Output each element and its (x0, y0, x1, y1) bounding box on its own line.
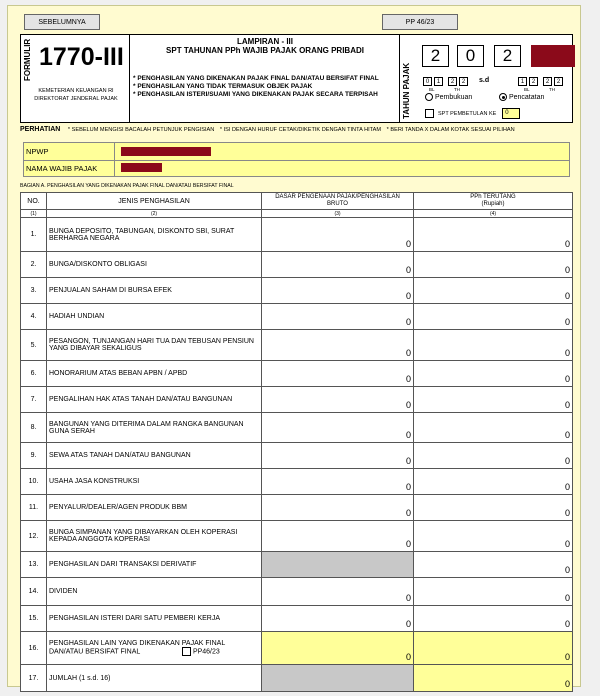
form-number: 1770-III (39, 43, 124, 71)
table-body (21, 218, 573, 692)
row-label-text: JUMLAH (1 s.d. 16) (49, 674, 111, 682)
bullet-1: * PENGHASILAN YANG DIKENAKAN PAJAK FINAL DAN/ATAU BERSIFAT FINAL (133, 75, 379, 82)
row-number: 11. (21, 495, 47, 521)
row-label (47, 443, 262, 469)
row-tax-value[interactable]: 0 (414, 521, 573, 552)
row-label-text: PENGHASILAN ISTERI DARI SATU PEMBERI KERJA (49, 615, 221, 622)
row-base-value[interactable]: 0 (262, 387, 414, 413)
period-start-y2[interactable]: 2 (459, 77, 468, 86)
row-label (47, 665, 262, 692)
row-base-value (262, 552, 414, 578)
pembetulan-label: SPT PEMBETULAN KE (438, 110, 497, 117)
row-base-value[interactable]: 0 (262, 521, 414, 552)
table-row (21, 552, 573, 578)
form-bullets (133, 75, 403, 99)
formulir-label: FORMULIR (23, 38, 32, 81)
row-base-value[interactable]: 0 (262, 632, 414, 665)
table-row (21, 361, 573, 387)
table-row (21, 521, 573, 552)
name-label: NAMA WAJIB PAJAK (26, 164, 98, 173)
row-label (47, 330, 262, 361)
row-label (47, 252, 262, 278)
row-label-text: SEWA ATAS TANAH DAN/ATAU BANGUNAN (49, 452, 191, 459)
row-base-value[interactable]: 0 (262, 278, 414, 304)
colnum-3: (3) (262, 210, 414, 218)
header-dasar: DASAR PENGENAAN PAJAK/PENGHASILAN BRUTO (262, 193, 414, 210)
row-number: 14. (21, 578, 47, 606)
npwp-divider (114, 143, 115, 160)
table-header-row (21, 193, 573, 210)
row-base-value[interactable]: 0 (262, 218, 414, 252)
table-row (21, 330, 573, 361)
ministry-block (27, 87, 125, 103)
header-no: NO. (21, 193, 47, 210)
period-end-m2[interactable]: 2 (529, 77, 538, 86)
row-label-text: BANGUNAN YANG DITERIMA DALAM RANGKA BANGUNAN GUNA SERAH (49, 420, 244, 435)
row-label-text: BUNGA DEPOSITO, TABUNGAN, DISKONTO SBI, SURAT BERHARGA NEGARA (49, 227, 235, 242)
npwp-row (24, 143, 569, 161)
header-pph-unit: (Rupiah) (481, 201, 505, 207)
header-pph (414, 193, 573, 210)
radio-pembukuan-icon[interactable] (425, 93, 433, 101)
row-label (47, 606, 262, 632)
header-pph-label: PPh TERUTANG (470, 194, 516, 200)
row-label (47, 413, 262, 443)
identity-box (23, 142, 570, 177)
table-row (21, 443, 573, 469)
row-label (47, 552, 262, 578)
row-label (47, 278, 262, 304)
row-number: 8. (21, 413, 47, 443)
radio-pembukuan-label: Pembukuan (434, 93, 473, 101)
row-label (47, 521, 262, 552)
row-label-text: DIVIDEN (49, 588, 78, 595)
row-label-text: BUNGA SIMPANAN YANG DIBAYARKAN OLEH KOPERASI KEPADA ANGGOTA KOPERASI (49, 529, 238, 543)
table-row (21, 632, 573, 665)
table-row (21, 218, 573, 252)
bullet-2: * PENGHASILAN YANG TIDAK TERMASUK OBJEK PAJAK (133, 83, 313, 90)
redacted-year-digit (531, 45, 575, 67)
row-tax-value[interactable]: 0 (414, 665, 573, 692)
period-end-y2[interactable]: 2 (554, 77, 563, 86)
row-label-text: HADIAH UNDIAN (49, 313, 105, 320)
row-number: 1. (21, 218, 47, 252)
form-page (7, 5, 581, 687)
row-tax-value[interactable]: 0 (414, 252, 573, 278)
row-label-text: PENGHASILAN DARI TRANSAKSI DERIVATIF (49, 561, 197, 568)
row-label (47, 632, 262, 665)
row-number: 10. (21, 469, 47, 495)
row-base-value[interactable]: 0 (262, 443, 414, 469)
row-label-text: PESANGON, TUNJANGAN HARI TUA DAN TEBUSAN PENSIUN YANG DIBAYAR SEKALIGUS (49, 338, 254, 352)
pembetulan-checkbox[interactable] (425, 109, 434, 118)
th-label-1: TH (454, 87, 460, 92)
row-tax-value[interactable]: 0 (414, 330, 573, 361)
row-base-value[interactable]: 0 (262, 252, 414, 278)
row-label-text: USAHA JASA KONSTRUKSI (49, 478, 140, 485)
row-tax-value[interactable]: 0 (414, 606, 573, 632)
row-number: 17. (21, 665, 47, 692)
row-number: 3. (21, 278, 47, 304)
npwp-value[interactable] (121, 147, 211, 156)
colnum-2: (2) (47, 210, 262, 218)
row-tax-value[interactable]: 0 (414, 578, 573, 606)
table-row (21, 665, 573, 692)
row-tax-value[interactable]: 0 (414, 552, 573, 578)
title-line-2: SPT TAHUNAN PPh WAJIB PAJAK ORANG PRIBADI (166, 46, 364, 55)
table-row (21, 413, 573, 443)
pp46-label: PP46/23 (192, 648, 220, 656)
spt-pembetulan (425, 108, 520, 119)
row-base-value[interactable]: 0 (262, 330, 414, 361)
row-label-text: PENGALIHAN HAK ATAS TANAH DAN/ATAU BANGUNAN (49, 396, 233, 403)
row-base-value (262, 665, 414, 692)
year-digit-1[interactable]: 2 (422, 45, 449, 67)
header-jenis: JENIS PENGHASILAN (47, 193, 262, 210)
name-row (24, 160, 569, 176)
row-tax-value[interactable]: 0 (414, 413, 573, 443)
row-number: 16. (21, 632, 47, 665)
period-start-y1[interactable]: 2 (448, 77, 457, 86)
row-label-text: PENGHASILAN LAIN YANG DIKENAKAN PAJAK FINAL DAN/ATAU BERSIFAT FINAL (49, 640, 225, 656)
table-row (21, 387, 573, 413)
directorate-name: DIREKTORAT JENDERAL PAJAK (34, 96, 118, 102)
row-tax-value[interactable]: 0 (414, 495, 573, 521)
notice-line (20, 126, 573, 133)
colnum-1: (1) (21, 210, 47, 218)
row-tax-value[interactable]: 0 (414, 387, 573, 413)
row-base-value[interactable]: 0 (262, 469, 414, 495)
name-divider (114, 160, 115, 176)
year-digit-2[interactable]: 0 (457, 45, 484, 67)
row-tax-value[interactable]: 0 (414, 361, 573, 387)
name-value[interactable] (121, 163, 162, 172)
period-sd: s.d (479, 77, 490, 84)
row-tax-value[interactable]: 0 (414, 218, 573, 252)
row-label-text: PENJUALAN SAHAM DI BURSA EFEK (49, 287, 172, 294)
row-number: 7. (21, 387, 47, 413)
th-label-2: TH (549, 87, 555, 92)
header-divider (129, 35, 130, 122)
row-label (47, 578, 262, 606)
notice-label: PERHATIAN (20, 126, 61, 133)
title-line-1: LAMPIRAN - III (237, 37, 293, 46)
row-label (47, 387, 262, 413)
section-title: BAGIAN A. PENGHASILAN YANG DIKENAKAN PAJAK FINAL DAN/ATAU BERSIFAT FINAL (20, 183, 234, 189)
npwp-label: NPWP (26, 147, 49, 156)
row-tax-value[interactable]: 0 (414, 443, 573, 469)
notice-item-1: * SEBELUM MENGISI BACALAH PETUNJUK PENGISIAN (67, 127, 215, 133)
row-number: 9. (21, 443, 47, 469)
row-base-value[interactable]: 0 (262, 578, 414, 606)
pp46-checkbox[interactable] (182, 647, 191, 656)
tax-year-label: TAHUN PAJAK (402, 62, 411, 119)
radio-pembukuan[interactable] (425, 93, 472, 101)
row-base-value[interactable]: 0 (262, 495, 414, 521)
table-row (21, 304, 573, 330)
header-block (20, 34, 573, 123)
pembetulan-input[interactable]: 0 (502, 108, 520, 119)
row-number: 4. (21, 304, 47, 330)
row-base-value[interactable]: 0 (262, 361, 414, 387)
row-number: 12. (21, 521, 47, 552)
table-row (21, 278, 573, 304)
row-tax-value[interactable]: 0 (414, 469, 573, 495)
table-row (21, 252, 573, 278)
bullet-3: * PENGHASILAN ISTERI/SUAMI YANG DIKENAKAN PAJAK SECARA TERPISAH (133, 91, 378, 98)
row-tax-value[interactable]: 0 (414, 632, 573, 665)
table-row (21, 495, 573, 521)
table-row (21, 469, 573, 495)
row-label (47, 495, 262, 521)
row-label (47, 218, 262, 252)
row-number: 5. (21, 330, 47, 361)
table-row (21, 606, 573, 632)
colnum-4: (4) (414, 210, 573, 218)
row-number: 15. (21, 606, 47, 632)
row-label-text: PENYALUR/DEALER/AGEN PRODUK BBM (49, 504, 187, 511)
income-table (20, 192, 573, 692)
form-code-button[interactable]: PP 46/23 (382, 14, 458, 30)
row-tax-value[interactable]: 0 (414, 278, 573, 304)
row-label (47, 304, 262, 330)
radio-pencatatan-icon[interactable] (499, 93, 507, 101)
radio-pencatatan[interactable] (499, 93, 544, 101)
radio-pencatatan-label: Pencatatan (508, 93, 545, 101)
period-end-m1[interactable]: 1 (518, 77, 527, 86)
row-base-value[interactable]: 0 (262, 413, 414, 443)
row-label-text: BUNGA/DISKONTO OBLIGASI (49, 261, 147, 268)
row-number: 13. (21, 552, 47, 578)
row-label (47, 361, 262, 387)
ministry-name: KEMETERIAN KEUANGAN RI (38, 88, 114, 94)
notice-item-3: * BERI TANDA X DALAM KOTAK SESUAI PILIHAN (386, 127, 515, 133)
row-number: 2. (21, 252, 47, 278)
header-divider-2 (399, 35, 400, 122)
period-start-m1[interactable]: 0 (423, 77, 432, 86)
bl-label-2: BL (524, 87, 530, 92)
period-end-y1[interactable]: 2 (543, 77, 552, 86)
row-base-value[interactable]: 0 (262, 606, 414, 632)
row-tax-value[interactable]: 0 (414, 304, 573, 330)
notice-item-2: * ISI DENGAN HURUF CETAK/DIKETIK DENGAN TINTA HITAM (219, 127, 382, 133)
row-label-text: HONORARIUM ATAS BEBAN APBN / APBD (49, 370, 188, 377)
previous-button[interactable]: SEBELUMNYA (24, 14, 100, 30)
bl-label-1: BL (429, 87, 435, 92)
table-colnum-row (21, 210, 573, 218)
year-digit-3[interactable]: 2 (494, 45, 521, 67)
row-number: 6. (21, 361, 47, 387)
row-base-value[interactable]: 0 (262, 304, 414, 330)
row-label (47, 469, 262, 495)
table-row (21, 578, 573, 606)
form-title (133, 37, 397, 55)
period-start-m2[interactable]: 1 (434, 77, 443, 86)
